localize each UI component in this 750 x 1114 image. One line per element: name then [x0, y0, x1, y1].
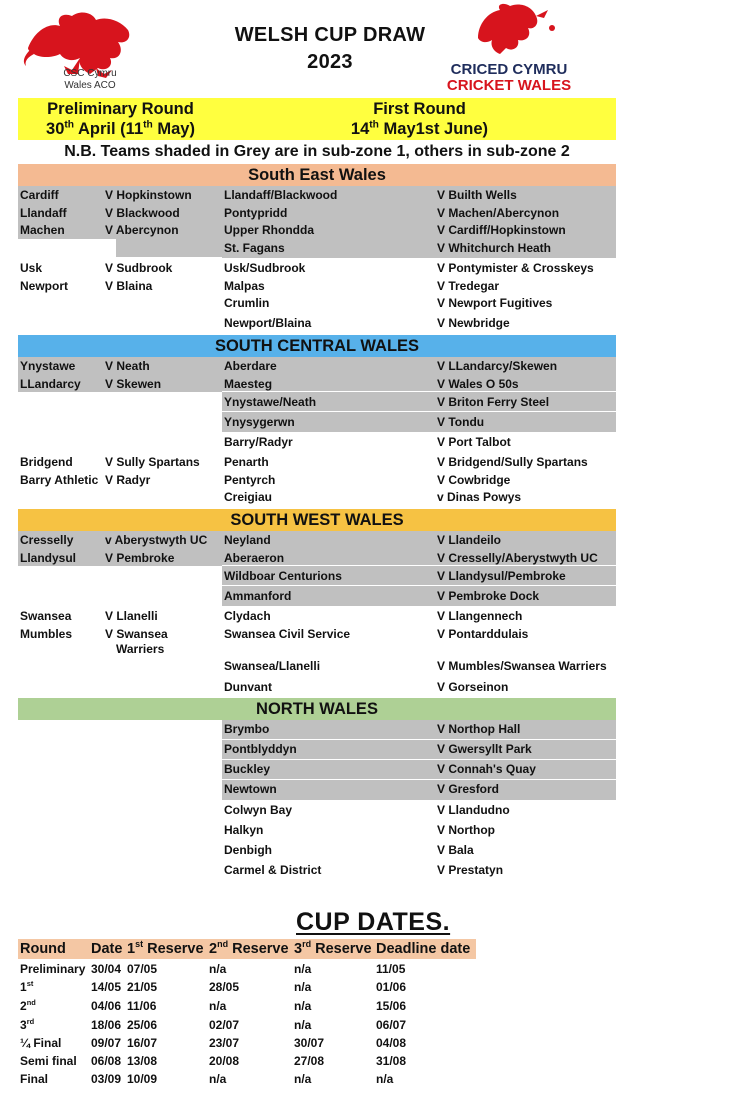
nw-first-home: Denbigh — [224, 843, 272, 857]
date-row-date: 30/04 — [91, 962, 122, 976]
sc-prelim-home: Barry Athletic — [20, 473, 99, 487]
sc-prelim-away: V Neath — [105, 359, 150, 373]
sc-first-away: V LLandarcy/Skewen — [437, 359, 558, 373]
date-row-date: 09/07 — [91, 1036, 122, 1050]
se-prelim-home: Usk — [20, 261, 43, 275]
nw-first-home: Pontblyddyn — [224, 742, 297, 756]
sc-first-home: Ynystawe/Neath — [224, 395, 317, 409]
se-prelim-away: V Blaina — [105, 279, 153, 293]
se-prelim-away: V Hopkinstown — [105, 188, 192, 202]
date-row-round: ¼ Final — [20, 1036, 62, 1050]
criced-cymru-logo — [436, 2, 582, 96]
date-row-round: 2nd — [20, 998, 36, 1013]
date-row-r2: n/a — [209, 962, 227, 976]
sc-prelim-home: LLandarcy — [20, 377, 81, 391]
se-first-away: V Machen/Abercynon — [437, 206, 560, 220]
nw-first-home: Halkyn — [224, 823, 264, 837]
date-row-r1: 11/06 — [127, 999, 157, 1013]
sw-first-home: Swansea Civil Service — [224, 627, 351, 641]
sw-prelim-home: Cresselly — [20, 533, 74, 547]
nw-first-home: Buckley — [224, 762, 271, 776]
nw-first-home: Newtown — [224, 782, 277, 796]
sc-prelim-away: V Sully Spartans — [105, 455, 200, 469]
se-first-away: V Cardiff/Hopkinstown — [437, 223, 566, 237]
section-south-central: SOUTH CENTRAL WALES — [18, 335, 616, 357]
sw-prelim-away: v Aberystwyth UC — [105, 533, 208, 547]
section-south-east: South East Wales — [18, 164, 616, 186]
nw-first-home: Brymbo — [224, 722, 270, 736]
sw-prelim-away: V Pembroke — [105, 551, 175, 565]
sc-first-away: v Dinas Powys — [437, 490, 522, 504]
sw-first-home: Ammanford — [224, 589, 292, 603]
sw-prelim-away: V Llanelli — [105, 609, 158, 623]
sub-zone-note: N.B. Teams shaded in Grey are in sub-zone 1, others in sub-zone 2 — [64, 143, 570, 160]
row-divider — [222, 565, 616, 566]
date-row-r2: 02/07 — [209, 1018, 240, 1032]
se-prelim-home: Machen — [20, 223, 65, 237]
page-title — [210, 22, 450, 76]
date-row-date: 14/05 — [91, 980, 122, 994]
sw-first-home: Dunvant — [224, 680, 272, 694]
sc-first-home: Penarth — [224, 455, 269, 469]
col-round: Round — [20, 941, 66, 957]
sw-first-home: Wildboar Centurions — [224, 569, 342, 583]
se-first-away: V Newport Fugitives — [437, 296, 553, 310]
date-row-date: 18/06 — [91, 1018, 122, 1032]
date-row-r3: n/a — [294, 999, 312, 1013]
col-reserve-3: 3rd Reserve — [294, 939, 372, 957]
sw-first-away: V Llandeilo — [437, 533, 502, 547]
sw-first-home: Neyland — [224, 533, 271, 547]
sc-first-away: V Briton Ferry Steel — [437, 395, 550, 409]
preliminary-round-heading — [18, 99, 223, 139]
date-row-r1: 13/08 — [127, 1054, 158, 1068]
nw-first-away: V Bala — [437, 843, 474, 857]
section-north: NORTH WALES — [18, 698, 616, 720]
col-reserve-1: 1st Reserve — [127, 939, 204, 957]
date-row-r2: n/a — [209, 999, 227, 1013]
date-row-r2: n/a — [209, 1072, 227, 1086]
date-row-round: Preliminary — [20, 962, 86, 976]
date-row-round: Semi final — [20, 1054, 77, 1068]
sc-first-home: Barry/Radyr — [224, 435, 293, 449]
left-logo-line1: CSC Cymru — [63, 68, 117, 79]
title-line1: WELSH CUP DRAW — [234, 24, 426, 46]
sw-prelim-home: Mumbles — [20, 627, 73, 641]
se-first-away: V Newbridge — [437, 316, 510, 330]
sc-prelim-home: Ynystawe — [20, 359, 76, 373]
date-row-r1: 07/05 — [127, 962, 158, 976]
se-first-home: Upper Rhondda — [224, 223, 314, 237]
grey-block — [116, 239, 222, 257]
row-divider — [222, 411, 616, 412]
sc-prelim-away: V Skewen — [105, 377, 162, 391]
sw-first-home: Swansea/Llanelli — [224, 659, 321, 673]
sc-prelim-away: V Radyr — [105, 473, 151, 487]
date-row-deadline: 06/07 — [376, 1018, 407, 1032]
date-row-r3: n/a — [294, 962, 312, 976]
date-row-r1: 25/06 — [127, 1018, 158, 1032]
sw-first-away: V Pembroke Dock — [437, 589, 540, 603]
sc-first-home: Maesteg — [224, 377, 273, 391]
sc-first-away: V Tondu — [437, 415, 485, 429]
sw-first-away: V Pontarddulais — [437, 627, 529, 641]
sw-first-away: V Cresselly/Aberystwyth UC — [437, 551, 598, 565]
se-first-away: V Pontymister & Crosskeys — [437, 261, 594, 275]
nw-first-away: V Prestatyn — [437, 863, 504, 877]
nw-first-away: V Llandudno — [437, 803, 510, 817]
date-row-r1: 21/05 — [127, 980, 158, 994]
first-round-title: First Round — [373, 100, 466, 118]
col-deadline: Deadline date — [376, 941, 471, 957]
nw-first-home: Colwyn Bay — [224, 803, 293, 817]
nw-first-away: V Connah's Quay — [437, 762, 536, 776]
date-row-r3: n/a — [294, 1072, 312, 1086]
sw-prelim-away: V Swansea — [105, 627, 168, 641]
title-line2: 2023 — [307, 51, 353, 73]
sw-first-away: V Gorseinon — [437, 680, 509, 694]
date-row-deadline: 11/05 — [376, 962, 406, 976]
se-first-away: V Tredegar — [437, 279, 500, 293]
date-row-r3: n/a — [294, 1018, 312, 1032]
col-date: Date — [91, 941, 123, 957]
se-first-away: V Whitchurch Heath — [437, 241, 552, 255]
date-row-r1: 16/07 — [127, 1036, 158, 1050]
row-divider — [222, 739, 616, 740]
sc-first-home: Ynysygerwn — [224, 415, 295, 429]
right-logo-line2: CRICKET WALES — [446, 77, 572, 94]
sc-first-home: Creigiau — [224, 490, 273, 504]
se-first-away: V Builth Wells — [437, 188, 517, 202]
sc-first-away: V Port Talbot — [437, 435, 511, 449]
date-row-deadline: 31/08 — [376, 1054, 407, 1068]
date-row-deadline: n/a — [376, 1072, 394, 1086]
sc-first-away: V Cowbridge — [437, 473, 511, 487]
cricket-dragon-icon — [436, 2, 582, 62]
rounds-band — [18, 98, 616, 140]
date-row-deadline: 15/06 — [376, 999, 407, 1013]
date-row-deadline: 01/06 — [376, 980, 407, 994]
sw-prelim-home: Swansea — [20, 609, 72, 623]
nw-first-away: V Northop Hall — [437, 722, 521, 736]
se-first-home: Malpas — [224, 279, 265, 293]
sw-prelim-away-cont: Warriers — [116, 642, 165, 656]
sw-first-home: Aberaeron — [224, 551, 285, 565]
row-divider — [222, 759, 616, 760]
row-divider — [222, 585, 616, 586]
sc-first-home: Aberdare — [224, 359, 277, 373]
date-row-round: 3rd — [20, 1017, 35, 1032]
prelim-title: Preliminary Round — [47, 100, 194, 118]
date-row-r2: 20/08 — [209, 1054, 240, 1068]
sw-first-away: V Llandysul/Pembroke — [437, 569, 566, 583]
sc-first-away: V Wales O 50s — [437, 377, 519, 391]
date-row-round: Final — [20, 1072, 49, 1086]
se-prelim-home: Llandaff — [20, 206, 67, 220]
sc-first-home: Pentyrch — [224, 473, 276, 487]
date-row-date: 04/06 — [91, 999, 122, 1013]
sw-first-away: V Llangennech — [437, 609, 523, 623]
sw-prelim-home: Llandysul — [20, 551, 77, 565]
nw-first-home: Carmel & District — [224, 863, 322, 877]
date-row-r2: 28/05 — [209, 980, 240, 994]
sw-first-home: Clydach — [224, 609, 271, 623]
se-first-home: Crumlin — [224, 296, 270, 310]
csc-cymru-logo — [20, 8, 140, 94]
left-logo-line2: Wales ACO — [64, 80, 116, 91]
se-first-home: Usk/Sudbrook — [224, 261, 306, 275]
sc-first-away: V Bridgend/Sully Spartans — [437, 455, 588, 469]
nw-first-away: V Gresford — [437, 782, 500, 796]
col-reserve-2: 2nd Reserve — [209, 939, 289, 957]
date-row-r3: 27/08 — [294, 1054, 325, 1068]
sw-first-away: V Mumbles/Swansea Warriers — [437, 659, 607, 673]
date-row-round: 1st — [20, 979, 34, 994]
prelim-dates: 30th April (11th May) — [46, 119, 195, 138]
row-divider — [222, 391, 616, 392]
grey-block — [222, 720, 616, 800]
first-round-heading — [223, 99, 616, 139]
se-first-home: Pontypridd — [224, 206, 288, 220]
se-prelim-away: V Sudbrook — [105, 261, 173, 275]
nw-first-away: V Gwersyllt Park — [437, 742, 532, 756]
date-row-r3: 30/07 — [294, 1036, 325, 1050]
se-first-home: St. Fagans — [224, 241, 285, 255]
date-row-date: 06/08 — [91, 1054, 122, 1068]
nw-first-away: V Northop — [437, 823, 495, 837]
date-row-date: 03/09 — [91, 1072, 122, 1086]
se-prelim-home: Cardiff — [20, 188, 59, 202]
section-south-west: SOUTH WEST WALES — [18, 509, 616, 531]
sc-prelim-home: Bridgend — [20, 455, 73, 469]
se-prelim-home: Newport — [20, 279, 68, 293]
se-first-home: Llandaff/Blackwood — [224, 188, 338, 202]
se-first-home: Newport/Blaina — [224, 316, 312, 330]
first-round-dates: 14th May1st June) — [350, 119, 489, 138]
date-row-deadline: 04/08 — [376, 1036, 407, 1050]
se-prelim-away: V Abercynon — [105, 223, 179, 237]
se-prelim-away: V Blackwood — [105, 206, 180, 220]
date-row-r3: n/a — [294, 980, 312, 994]
row-divider — [222, 779, 616, 780]
date-row-r1: 10/09 — [127, 1072, 158, 1086]
right-logo-line1: CRICED CYMRU — [450, 61, 568, 78]
cup-dates-title: CUP DATES. — [296, 908, 451, 936]
date-row-r2: 23/07 — [209, 1036, 240, 1050]
